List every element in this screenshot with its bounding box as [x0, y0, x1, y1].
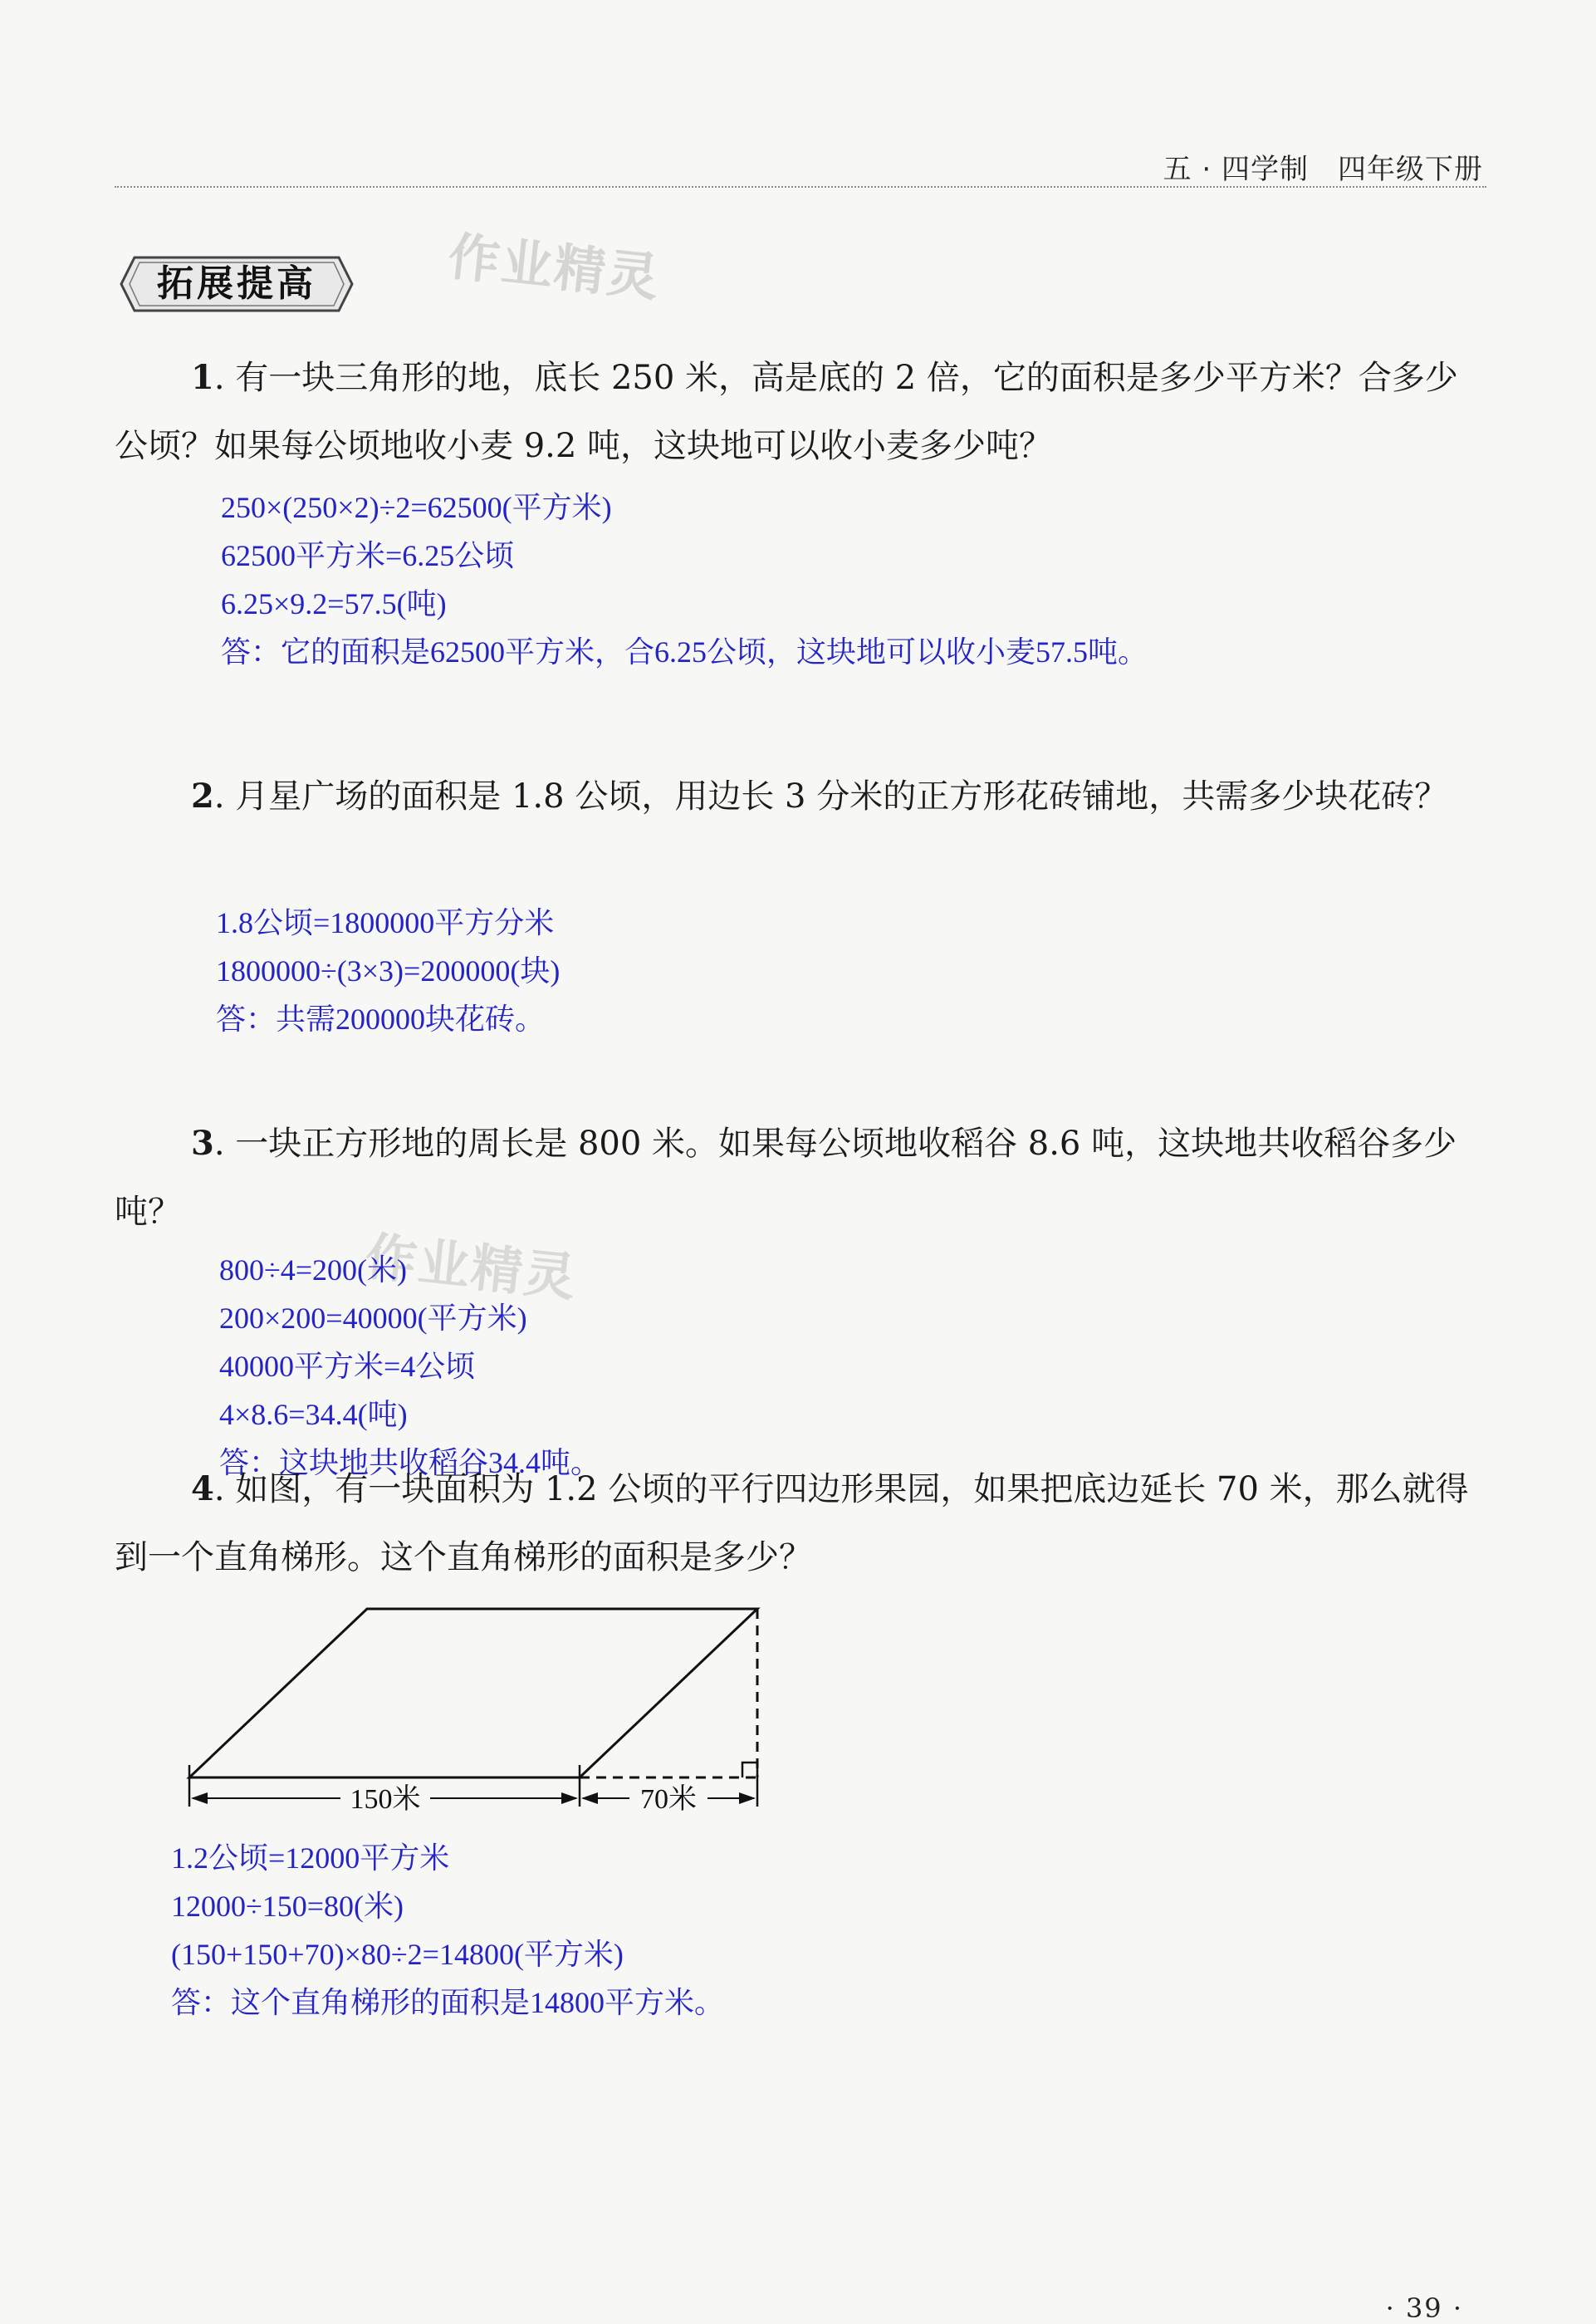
parallelogram-figure [181, 1599, 779, 1835]
answer-line: 1800000÷(3×3)=200000(块) [216, 954, 561, 988]
extension-label: 70米 [640, 1784, 697, 1815]
section-tag [118, 254, 355, 314]
watermark: 作业精灵 [362, 1225, 580, 1309]
answer-line: (150+150+70)×80÷2=14800(平方米) [171, 1938, 624, 1971]
answer-line: 1.2公顷=12000平方米 [171, 1841, 450, 1875]
answer-line: 12000÷150=80(米) [171, 1890, 404, 1923]
question-text: . 如图，有一块面积为 1.2 公顷的平行四边形果园，如果把底边延长 70 米，那么就得到一个直角梯形。这个直角梯形的面积是多少？ [115, 1470, 1469, 1576]
answer-line: 答：它的面积是62500平方米，合6.25公顷，这块地可以收小麦57.5吨。 [221, 635, 1148, 669]
answer-line: 答：共需200000块花砖。 [216, 1003, 546, 1036]
answer-line: 800÷4=200(米) [219, 1253, 408, 1287]
question-text: . 有一块三角形的地，底长 250 米，高是底的 2 倍，它的面积是多少平方米？合多少公顷？如果每公顷地收小麦 9.2 吨，这块地可以收小麦多少吨？ [115, 359, 1458, 465]
question-text: . 月星广场的面积是 1.8 公顷，用边长 3 分米的正方形花砖铺地，共需多少块花砖？ [213, 777, 1448, 816]
right-angle-mark [742, 1763, 757, 1777]
header-divider [115, 186, 1486, 188]
question-number: 4 [191, 1469, 214, 1508]
question-number: 2 [191, 777, 214, 816]
question-4 [115, 1455, 1485, 1591]
section-title: 拓展提高 [157, 262, 316, 305]
answer-4 [171, 1834, 724, 2027]
question-text: . 一块正方形地的周长是 800 米。如果每公顷地收稻谷 8.6 吨，这块地共收稻谷多少吨？ [115, 1125, 1457, 1231]
answer-1 [221, 483, 1148, 676]
answer-line: 40000平方米=4公顷 [219, 1350, 476, 1383]
question-number: 1 [191, 358, 214, 397]
question-2 [115, 762, 1485, 831]
answer-line: 答：这个直角梯形的面积是14800平方米。 [171, 1986, 725, 2019]
book-header: 五 · 四学制 四年级下册 [1163, 153, 1483, 186]
answer-line: 62500平方米=6.25公顷 [221, 539, 515, 572]
question-3 [115, 1110, 1485, 1246]
question-1 [115, 344, 1485, 480]
answer-line: 250×(250×2)÷2=62500(平方米) [221, 491, 612, 524]
answer-line: 200×200=40000(平方米) [219, 1302, 527, 1335]
parallelogram-shape [189, 1609, 757, 1777]
answer-2 [216, 899, 560, 1043]
answer-line: 1.8公顷=1800000平方分米 [216, 906, 555, 939]
page-number: · 39 · [1385, 2292, 1463, 2324]
base-label: 150米 [350, 1784, 421, 1815]
answer-line: 6.25×9.2=57.5(吨) [221, 587, 447, 620]
question-number: 3 [191, 1124, 214, 1163]
answer-line: 答：这块地共收稻谷34.4吨。 [219, 1446, 601, 1479]
answer-3 [219, 1246, 600, 1487]
watermark: 作业精灵 [445, 225, 663, 309]
answer-line: 4×8.6=34.4(吨) [219, 1398, 408, 1431]
